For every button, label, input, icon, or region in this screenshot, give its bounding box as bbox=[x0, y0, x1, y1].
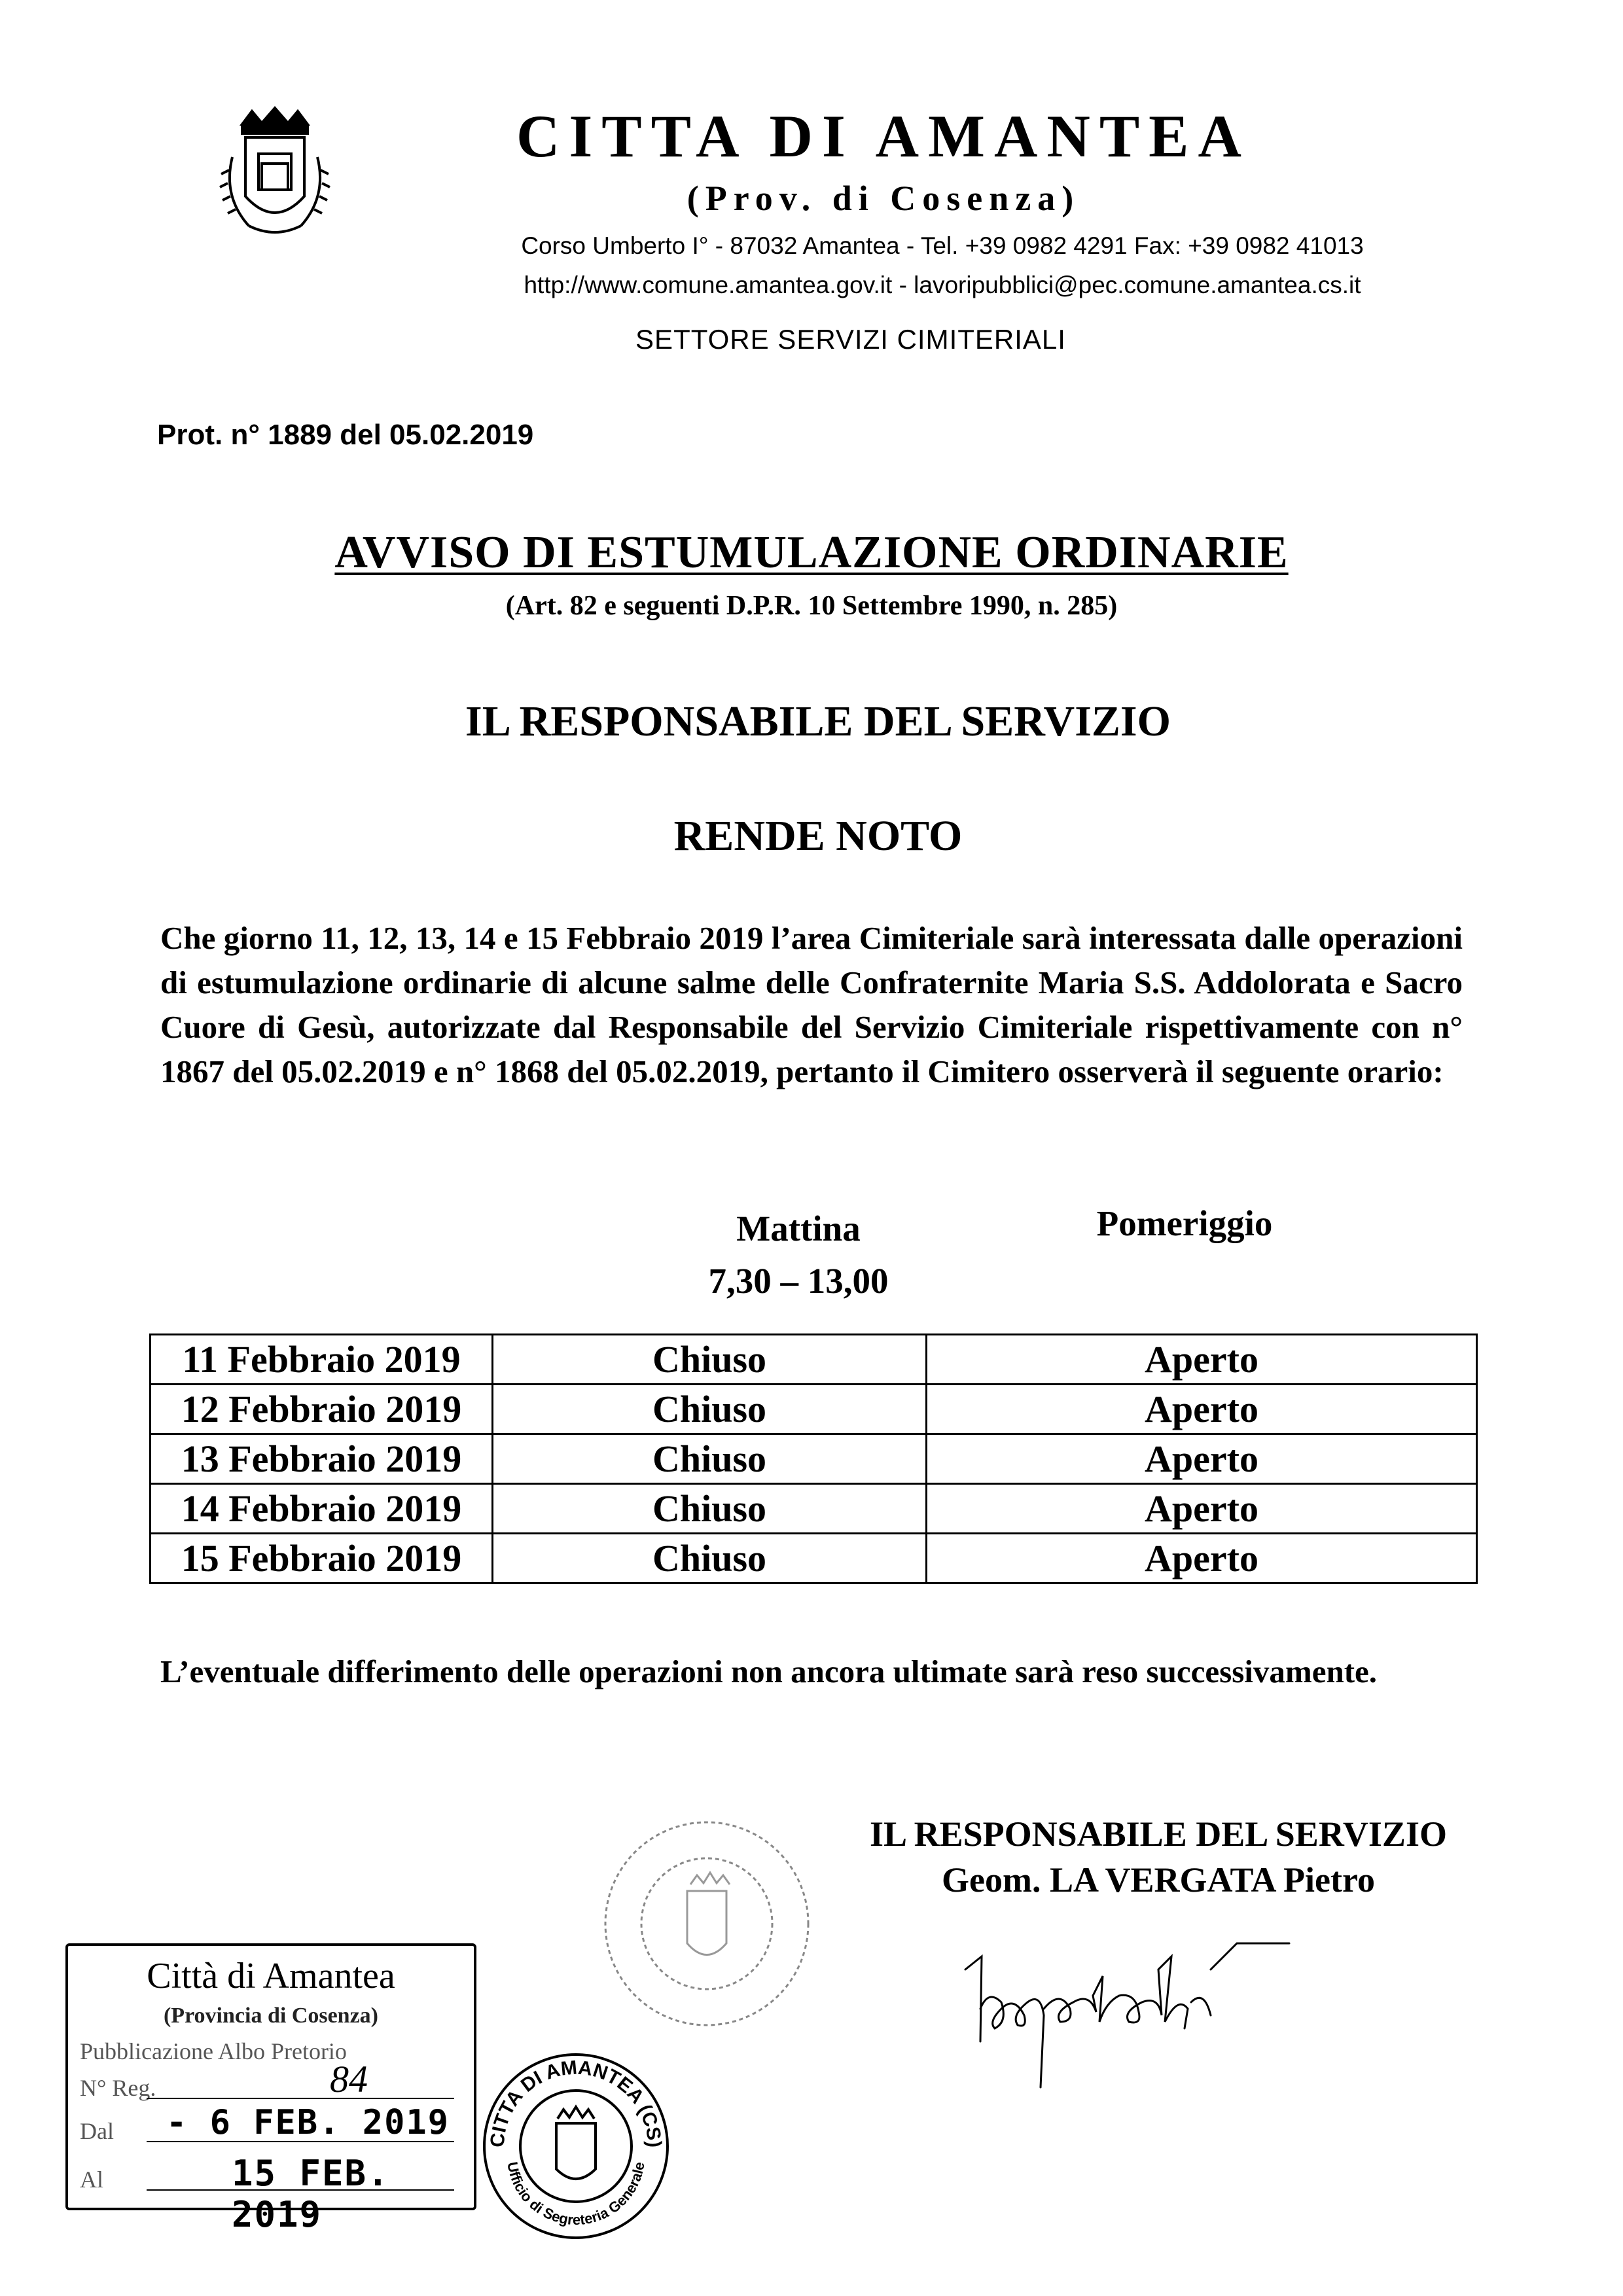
publication-stamp bbox=[65, 1943, 476, 2235]
seal-office-text: Ufficio di Segreteria Generale bbox=[504, 2161, 648, 2229]
signer-name: Geom. LA VERGATA Pietro bbox=[942, 1860, 1375, 1899]
sector-label: SETTORE SERVIZI CIMITERIALI bbox=[635, 324, 1066, 355]
afternoon-cell: Aperto bbox=[927, 1484, 1477, 1534]
table-row bbox=[151, 1534, 1477, 1583]
table-row bbox=[151, 1385, 1477, 1434]
table-row bbox=[151, 1335, 1477, 1385]
handwritten-signature-icon bbox=[962, 1930, 1302, 2100]
table-row bbox=[151, 1484, 1477, 1534]
stamp-line bbox=[147, 2098, 454, 2099]
signer-title: IL RESPONSABILE DEL SERVIZIO bbox=[870, 1814, 1447, 1854]
stamp-from-label: Dal bbox=[80, 2118, 114, 2144]
table-row bbox=[151, 1434, 1477, 1484]
column-header-afternoon: Pomeriggio bbox=[1096, 1203, 1273, 1243]
town-title: CITTA DI AMANTEA bbox=[516, 103, 1251, 169]
schedule-table bbox=[149, 1333, 1478, 1584]
notice-title: AVVISO DI ESTUMULAZIONE ORDINARIE bbox=[334, 527, 1289, 578]
legal-reference: (Art. 82 e seguenti D.P.R. 10 Settembre 1990, n. 285) bbox=[505, 591, 1118, 621]
morning-cell: Chiuso bbox=[493, 1434, 927, 1484]
responsabile-heading: IL RESPONSABILE DEL SERVIZIO bbox=[465, 698, 1171, 745]
afternoon-cell: Aperto bbox=[927, 1434, 1477, 1484]
morning-cell: Chiuso bbox=[493, 1335, 927, 1385]
province-subtitle: (Prov. di Cosenza) bbox=[687, 179, 1080, 218]
date-cell: 11 Febbraio 2019 bbox=[151, 1335, 493, 1385]
rende-noto-heading: RENDE NOTO bbox=[673, 812, 963, 860]
date-cell: 14 Febbraio 2019 bbox=[151, 1484, 493, 1534]
stamp-publication-label: Pubblicazione Albo Pretorio bbox=[80, 2038, 347, 2064]
round-seal-icon bbox=[596, 1812, 818, 2035]
morning-label: Mattina bbox=[736, 1209, 861, 1248]
stamp-from-date: - 6 FEB. 2019 bbox=[166, 2103, 450, 2142]
afternoon-cell: Aperto bbox=[927, 1335, 1477, 1385]
notice-body: Che giorno 11, 12, 13, 14 e 15 Febbraio 2019 l’area Cimiteriale sarà interessata dalle operazioni di estumulazione ordinarie di alcune salme delle Confraternite Maria S.S. Addolorata e Sacro Cuore di Gesù, autorizzate dal Responsabile del Servizio Cimiteriale rispettivamente con n° 1867 del 05.02.2019 e n° 1868 del 05.02.2019, pertanto il Cimitero osserverà il seguente orario: bbox=[160, 920, 1463, 1089]
column-header-morning bbox=[654, 1203, 942, 1307]
protocol-number: Prot. n° 1889 del 05.02.2019 bbox=[157, 419, 534, 451]
stamp-town: Città di Amantea bbox=[147, 1956, 395, 1996]
date-cell: 15 Febbraio 2019 bbox=[151, 1534, 493, 1583]
date-cell: 13 Febbraio 2019 bbox=[151, 1434, 493, 1484]
stamp-reg-number: 84 bbox=[330, 2058, 368, 2100]
date-cell: 12 Febbraio 2019 bbox=[151, 1385, 493, 1434]
stamp-province: (Provincia di Cosenza) bbox=[163, 2004, 378, 2028]
svg-text:CITTA DI AMANTEA (CS) bbox=[487, 2057, 666, 2147]
contact-line: http://www.comune.amantea.gov.it - lavoripubblici@pec.comune.amantea.cs.it bbox=[524, 272, 1361, 298]
municipal-crest-icon bbox=[196, 98, 353, 255]
stamp-to-label: Al bbox=[80, 2166, 103, 2193]
stamp-reg-label: N° Reg. bbox=[80, 2075, 156, 2101]
morning-cell: Chiuso bbox=[493, 1484, 927, 1534]
deferral-note: L’eventuale differimento delle operazioni non ancora ultimate sarà reso successivamente. bbox=[160, 1653, 1378, 1689]
morning-hours: 7,30 – 13,00 bbox=[708, 1261, 889, 1301]
seal-text: CITTA DI AMANTEA (CS) bbox=[486, 2057, 666, 2148]
afternoon-cell: Aperto bbox=[927, 1385, 1477, 1434]
morning-cell: Chiuso bbox=[493, 1534, 927, 1583]
official-round-seal-icon bbox=[478, 2048, 674, 2244]
morning-cell: Chiuso bbox=[493, 1385, 927, 1434]
stamp-to-date: 15 FEB. 2019 bbox=[232, 2153, 390, 2235]
afternoon-cell: Aperto bbox=[927, 1534, 1477, 1583]
address-line: Corso Umberto I° - 87032 Amantea - Tel. +39 0982 4291 Fax: +39 0982 41013 bbox=[521, 232, 1364, 259]
